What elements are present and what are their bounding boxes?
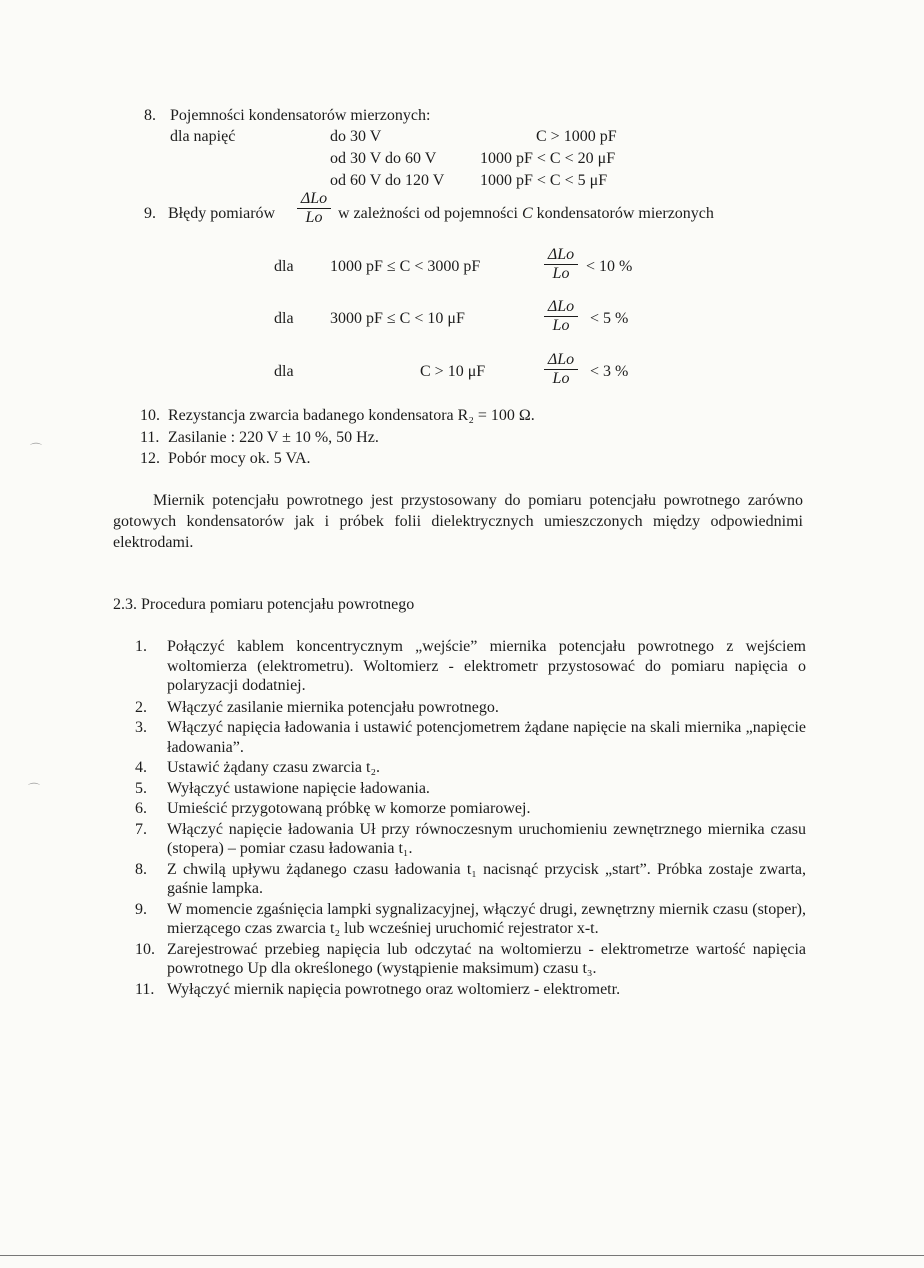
fraction-denominator: Lo — [552, 317, 570, 334]
list-item — [135, 799, 806, 819]
item9-row2-limit: < 5 % — [590, 310, 629, 327]
fraction-numerator: ΔLo — [544, 298, 578, 317]
section-heading: 2.3. Procedura pomiaru potencjału powrotnego — [113, 596, 415, 613]
step-text: Połączyć kablem koncentrycznym „wejście” miernika potencjału powrotnego z wejściem woltomierza (elektrometru). Woltomierz - elektrometr przystosować do pomiaru napięcia o polaryzacji dodatniej. — [167, 638, 806, 694]
item9-row3-range: C > 10 μF — [420, 363, 486, 380]
item11-text: Zasilanie : 220 V ± 10 %, 50 Hz. — [168, 429, 379, 446]
item8-cond-2: 1000 pF < C < 20 μF — [480, 150, 616, 167]
fraction-numerator: ΔLo — [297, 190, 331, 209]
item10-text: Rezystancja zwarcia badanego kondensatora R₂ = 100 Ω. — [168, 407, 535, 424]
step-number: 9. — [135, 900, 147, 918]
step-number: 8. — [135, 860, 147, 878]
step-number: 6. — [135, 800, 147, 817]
list-item — [135, 718, 806, 757]
item12-number: 12. — [140, 450, 160, 467]
fraction-denominator: Lo — [552, 265, 570, 282]
item11-number: 11. — [140, 429, 160, 446]
step-text: Umieścić przygotowaną próbkę w komorze pomiarowej. — [167, 800, 531, 817]
step-text: Zarejestrować przebieg napięcia lub odczytać na woltomierzu - elektrometrze wartość napięcia powrotnego Up dla określonego (wystąpienie maksimum) czasu t₃. — [167, 940, 806, 977]
item9-number: 9. — [144, 205, 156, 222]
item9-variable: C — [521, 205, 533, 222]
step-text: Włączyć zasilanie miernika potencjału powrotnego. — [167, 698, 499, 716]
list-item — [135, 900, 806, 939]
list-item — [135, 779, 806, 799]
scan-mark: ⌒ — [30, 442, 43, 456]
item9-pre: Błędy pomiarów — [168, 205, 276, 222]
item8-range-3: od 60 V do 120 V — [330, 172, 445, 189]
item9-fraction — [297, 190, 331, 227]
item9-tail-text: kondensatorów mierzonych — [536, 205, 714, 222]
fraction-numerator: ΔLo — [544, 351, 578, 370]
item9-row3-limit: < 3 % — [590, 363, 629, 380]
list-item — [135, 698, 806, 718]
step-text: Z chwilą upływu żądanego czasu ładowania t₁ nacisnąć przycisk „start”. Próbka zostaje zwarta, gaśnie lampka. — [167, 860, 806, 897]
item9-row1-fraction — [544, 246, 578, 283]
item12-text: Pobór mocy ok. 5 VA. — [168, 450, 311, 467]
scan-mark: ⌒ — [28, 782, 41, 796]
step-text: Włączyć napięcie ładowania Uł przy równoczesnym uruchomieniu zewnętrznego miernika czasu (stopera) – pomiar czasu ładowania t₁. — [167, 820, 806, 857]
step-number: 1. — [135, 638, 147, 655]
step-number: 5. — [135, 779, 147, 797]
step-number: 11. — [135, 980, 155, 998]
item8-range-1: do 30 V — [330, 128, 382, 145]
item9-row2-fraction — [544, 298, 578, 335]
step-number: 3. — [135, 719, 147, 736]
item8-cond-1: C > 1000 pF — [536, 128, 617, 145]
item8-cond-3: 1000 pF < C < 5 μF — [480, 172, 608, 189]
item9-row2-range: 3000 pF ≤ C < 10 μF — [330, 310, 465, 327]
item9-row1-limit: < 10 % — [586, 258, 633, 275]
item9-post-text: w zależności od pojemności — [338, 205, 518, 222]
item8-title: Pojemności kondensatorów mierzonych: — [170, 107, 431, 124]
list-item — [135, 860, 806, 899]
item8-label: dla napięć — [170, 128, 236, 145]
step-number: 4. — [135, 759, 147, 776]
item9-row1-dla: dla — [274, 258, 294, 275]
item9-row3-dla: dla — [274, 363, 294, 380]
item9-row1-range: 1000 pF ≤ C < 3000 pF — [330, 258, 481, 275]
procedure-list — [135, 637, 806, 999]
scan-bottom-edge — [0, 1255, 924, 1256]
step-number: 10. — [135, 940, 155, 958]
item10-number: 10. — [140, 407, 160, 424]
fraction-numerator: ΔLo — [544, 246, 578, 265]
fraction-denominator: Lo — [552, 370, 570, 387]
list-item — [135, 820, 806, 859]
item9-post — [338, 204, 714, 224]
item8-range-2: od 30 V do 60 V — [330, 150, 437, 167]
step-number: 7. — [135, 820, 147, 838]
step-text: Ustawić żądany czasu zwarcia t₂. — [167, 759, 381, 776]
list-item — [135, 758, 806, 778]
step-text: Włączyć napięcia ładowania i ustawić potencjometrem żądane napięcie na skali miernika „napięcie ładowania”. — [167, 719, 806, 756]
description-paragraph — [113, 490, 803, 553]
paragraph-text: Miernik potencjału powrotnego jest przystosowany do pomiaru potencjału powrotnego zarówno gotowych kondensatorów jak i próbek folii dielektrycznych umieszczonych między odpowiednimi elektrodami. — [113, 492, 803, 551]
fraction-denominator: Lo — [305, 209, 323, 226]
list-item — [135, 940, 806, 979]
step-text: Wyłączyć ustawione napięcie ładowania. — [167, 779, 430, 797]
item9-row3-fraction — [544, 351, 578, 388]
list-item — [135, 637, 806, 696]
item8-number: 8. — [144, 107, 156, 124]
list-item — [135, 980, 806, 1000]
step-number: 2. — [135, 698, 147, 716]
step-text: Wyłączyć miernik napięcia powrotnego oraz woltomierz - elektrometr. — [167, 980, 621, 998]
step-text: W momencie zgaśnięcia lampki sygnalizacyjnej, włączyć drugi, zewnętrzny miernik czasu (stoper), mierzącego czas zwarcia t₂ lub wcześniej uruchomić rejestrator x-t. — [167, 900, 806, 937]
item9-row2-dla: dla — [274, 310, 294, 327]
